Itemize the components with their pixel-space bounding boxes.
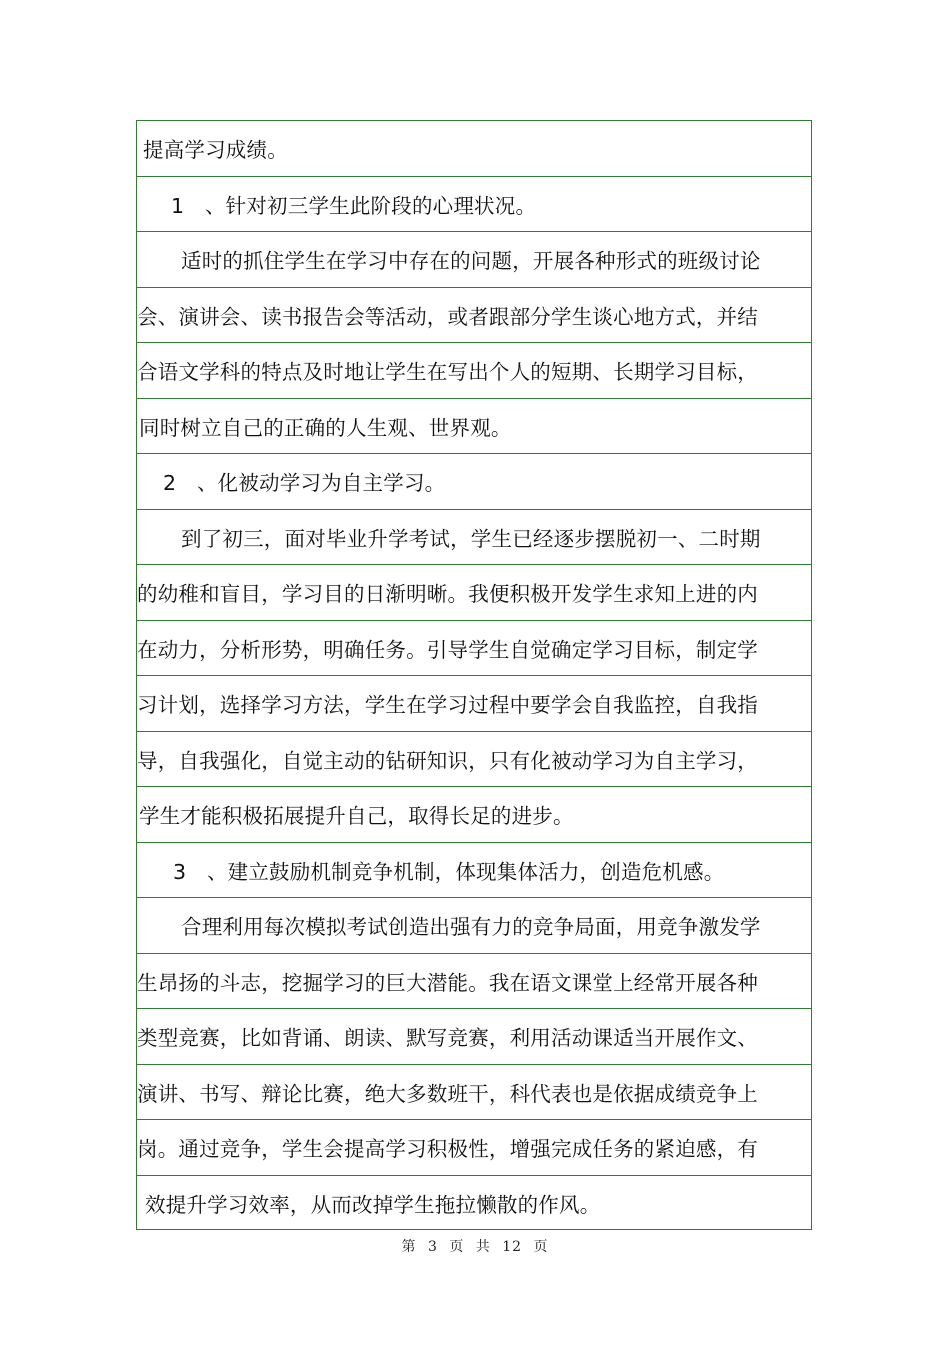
footer-page-unit: 页: [449, 1239, 465, 1255]
footer-prefix: 第: [401, 1239, 417, 1255]
footer-page-number: 3: [427, 1239, 438, 1255]
text-line: 导，自我强化，自觉主动的钻研知识，只有化被动学习为自主学习，: [137, 732, 811, 788]
numbered-heading-3: 3 、建立鼓励机制竞争机制，体现集体活力，创造危机感。: [137, 843, 811, 899]
text-line: 演讲、书写、辩论比赛，绝大多数班干，科代表也是依据成绩竞争上: [137, 1065, 811, 1121]
text-line: 类型竞赛，比如背诵、朗读、默写竞赛，利用活动课适当开展作文、: [137, 1009, 811, 1065]
text-line: 合语文学科的特点及时地让学生在写出个人的短期、长期学习目标，: [137, 343, 811, 399]
text-line: 在动力，分析形势，明确任务。引导学生自觉确定学习目标，制定学: [137, 621, 811, 677]
text-line: 提高学习成绩。: [137, 121, 811, 177]
page-footer: [0, 1236, 950, 1256]
document-frame: [136, 120, 812, 1230]
text-line: 会、演讲会、读书报告会等活动，或者跟部分学生谈心地方式，并结: [137, 288, 811, 344]
text-line: 学生才能积极拓展提升自己，取得长足的进步。: [137, 787, 811, 843]
footer-total-pages: 12: [502, 1239, 523, 1255]
text-line: 效提升学习效率，从而改掉学生拖拉懒散的作风。: [145, 1193, 601, 1218]
paragraph-start: 适时的抓住学生在学习中存在的问题，开展各种形式的班级讨论: [137, 232, 811, 288]
text-line: 同时树立自己的正确的人生观、世界观。: [137, 399, 811, 455]
footer-total-unit: 页: [533, 1239, 549, 1255]
paragraph-start: 合理利用每次模拟考试创造出强有力的竞争局面，用竞争激发学: [137, 898, 811, 954]
numbered-heading-2: 2 、化被动学习为自主学习。: [137, 454, 811, 510]
paragraph-start: 到了初三，面对毕业升学考试，学生已经逐步摆脱初一、二时期: [137, 510, 811, 566]
text-line: 岗。通过竞争，学生会提高学习积极性，增强完成任务的紧迫感，有: [137, 1120, 811, 1176]
text-line: 习计划，选择学习方法，学生在学习过程中要学会自我监控，自我指: [137, 676, 811, 732]
footer-total-prefix: 共: [475, 1239, 491, 1255]
text-line: 的幼稚和盲目，学习目的日渐明晰。我便积极开发学生求知上进的内: [137, 565, 811, 621]
text-line: 生昂扬的斗志，挖掘学习的巨大潜能。我在语文课堂上经常开展各种: [137, 954, 811, 1010]
numbered-heading-1: 1 、针对初三学生此阶段的心理状况。: [137, 177, 811, 233]
